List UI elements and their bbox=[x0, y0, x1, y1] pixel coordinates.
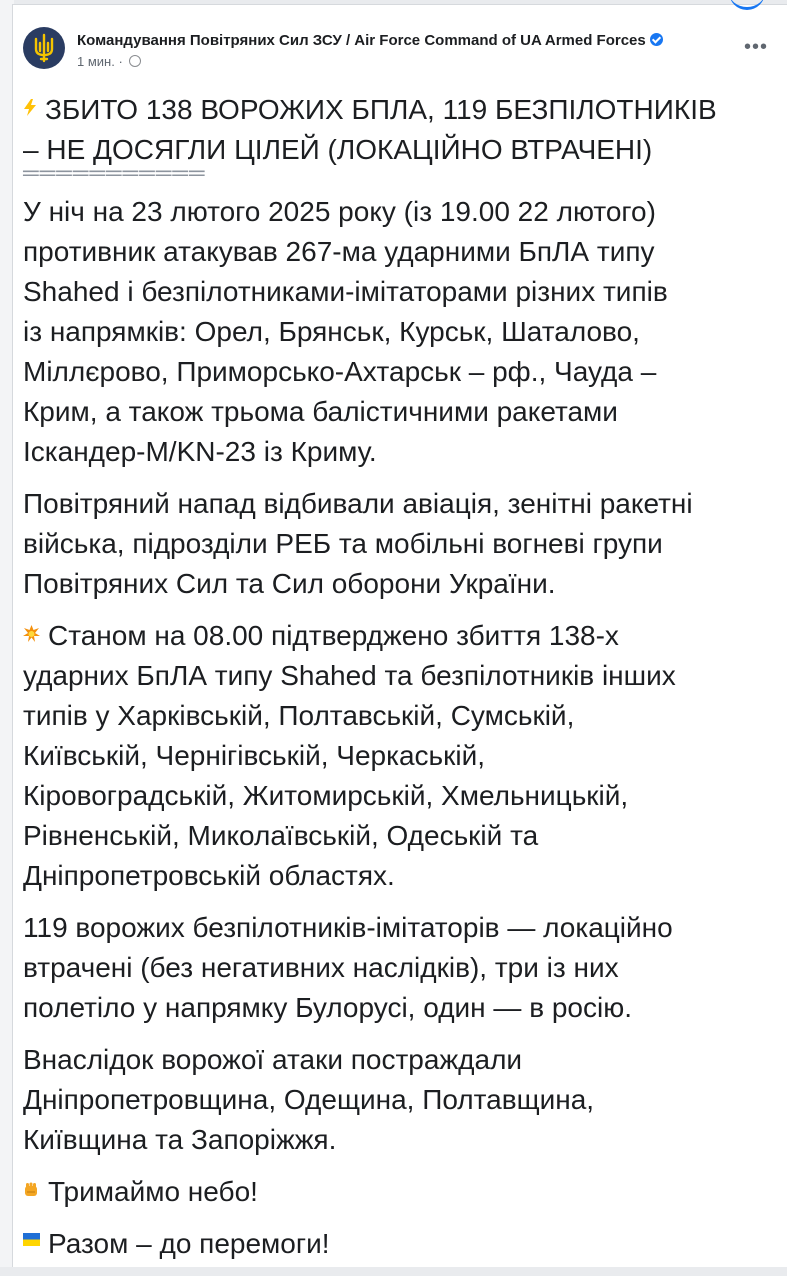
partial-top-icon[interactable] bbox=[729, 0, 765, 10]
post-headline bbox=[23, 90, 781, 170]
hold-sky-text: Тримаймо небо! bbox=[48, 1176, 258, 1207]
paragraph-lost-drones: 119 ворожих безпілотників-імітаторів — локаційно втрачені (без негативних наслідків), три із них полетіло у напрямку Булорусі, один — в росію. bbox=[23, 912, 673, 1023]
headline-text: ЗБИТО 138 ВОРОЖИХ БПЛА, 119 БЕЗПІЛОТНИКІВ – НЕ ДОСЯГЛИ ЦІЛЕЙ (ЛОКАЦІЙНО ВТРАЧЕНІ) bbox=[23, 94, 717, 165]
post-timestamp[interactable]: 1 мин. bbox=[77, 54, 115, 69]
together-text: Разом – до перемоги! bbox=[48, 1228, 330, 1259]
raised-fist-icon bbox=[23, 1181, 40, 1198]
verified-badge-icon bbox=[650, 33, 663, 46]
post-header bbox=[23, 27, 778, 73]
page-name-link[interactable] bbox=[77, 32, 663, 49]
ukraine-flag-icon bbox=[23, 1233, 40, 1250]
globe-icon bbox=[129, 55, 141, 67]
more-options-icon[interactable]: ••• bbox=[744, 36, 769, 58]
page-avatar[interactable] bbox=[23, 27, 65, 69]
paragraph-shot-down-text: Станом на 08.00 підтверджено збиття 138-х ударних БпЛА типу Shahed та безпілотників інших типів у Харківській, Полтавській, Сумській, Київській, Чернігівській, Черкаській, Кіровоградській, Житомирській, Хмельницькій, Рівненській, Миколаївській, Одеській та Дніпропетровській областях. bbox=[23, 620, 676, 891]
paragraph-attack-summary: У ніч на 23 лютого 2025 року (із 19.00 22 лютого) противник атакував 267-ма ударними БпЛА типу Shahed і безпілотниками-імітаторами різних типів із напрямків: Орел, Брянськ, Курськ, Шаталово, Міллєрово, Приморсько-Ахтарськ – рф., Чауда – Крим, а також трьома балістичними ракетами Іскандер-М/KN-23 із Криму. bbox=[23, 196, 668, 467]
post-meta: 1 мин. · bbox=[77, 54, 141, 69]
headline-divider: ═══════════ bbox=[23, 160, 206, 185]
paragraph-defense: Повітряний напад відбивали авіація, зенітні ракетні війська, підрозділи РЕБ та мобільні вогневі групи Повітряних Сил та Сил оборони України. bbox=[23, 488, 693, 599]
trident-icon bbox=[31, 33, 57, 63]
hold-sky-line bbox=[23, 1172, 781, 1212]
paragraph-affected-regions: Внаслідок ворожої атаки постраждали Дніпропетровщина, Одещина, Полтавщина, Київщина та Запоріжжя. bbox=[23, 1044, 595, 1155]
lightning-icon bbox=[23, 99, 37, 116]
post-body bbox=[23, 90, 781, 1276]
post-card bbox=[12, 4, 787, 1267]
together-line bbox=[23, 1224, 781, 1264]
page-name-text[interactable]: Командування Повітряних Сил ЗСУ / Air Force Command of UA Armed Forces bbox=[77, 32, 646, 49]
paragraph-shot-down bbox=[23, 616, 781, 896]
collision-icon bbox=[23, 625, 40, 642]
